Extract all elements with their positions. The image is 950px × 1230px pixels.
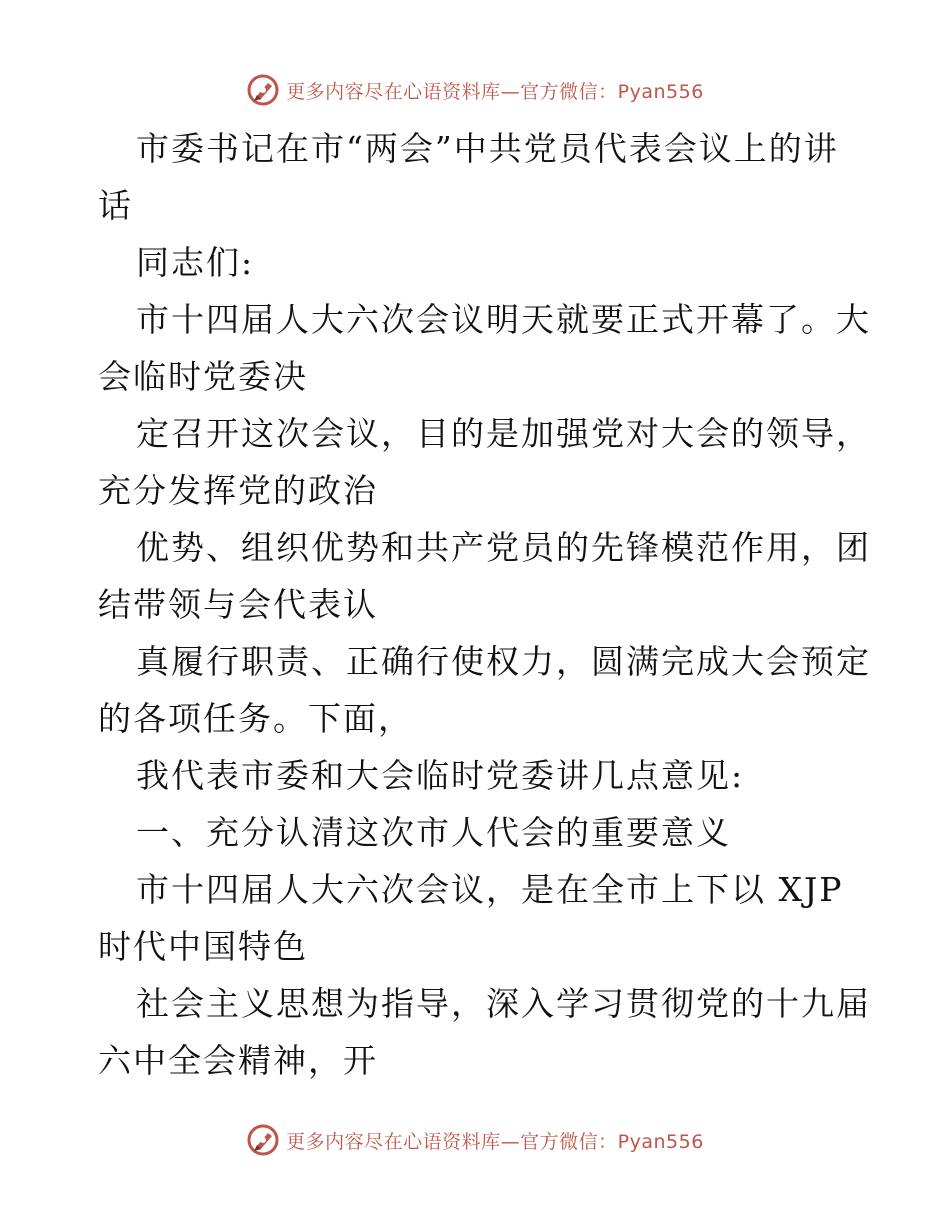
- doc-title-line-2: 话: [98, 186, 133, 225]
- header-banner: [0, 70, 950, 110]
- doc-line: 市十四届人大六次会议，是在全市上下以 XJP: [136, 870, 844, 909]
- header-banner-text: 更多内容尽在心语资料库—官方微信：Pyan556: [286, 80, 704, 103]
- footer-banner: [0, 1120, 950, 1160]
- document-body: [98, 120, 871, 1089]
- pen-logo-icon: [246, 73, 280, 107]
- doc-line: 优势、组织优势和共产党员的先锋模范作用，团: [136, 528, 871, 567]
- doc-section-heading: 一、充分认清这次市人代会的重要意义: [136, 813, 731, 852]
- pen-logo-icon: [246, 1123, 280, 1157]
- header-banner-inner: [246, 73, 704, 107]
- doc-line: 定召开这次会议，目的是加强党对大会的领导，: [136, 414, 871, 453]
- doc-line: 的各项任务。下面，: [98, 699, 413, 738]
- doc-salutation: 同志们:: [136, 243, 255, 282]
- doc-line: 真履行职责、正确行使权力，圆满完成大会预定: [136, 642, 871, 681]
- doc-line: 会临时党委决: [98, 357, 308, 396]
- doc-line: 充分发挥党的政治: [98, 471, 378, 510]
- doc-line: 时代中国特色: [98, 927, 308, 966]
- doc-line: 结带领与会代表认: [98, 585, 378, 624]
- doc-title-line-1: 市委书记在市“两会”中共党员代表会议上的讲: [136, 129, 839, 168]
- doc-line: 我代表市委和大会临时党委讲几点意见:: [136, 756, 745, 795]
- doc-line: 社会主义思想为指导，深入学习贯彻党的十九届: [136, 984, 871, 1023]
- doc-line: 市十四届人大六次会议明天就要正式开幕了。大: [136, 300, 871, 339]
- footer-banner-text: 更多内容尽在心语资料库—官方微信：Pyan556: [286, 1130, 704, 1153]
- doc-line: 六中全会精神，开: [98, 1041, 378, 1080]
- footer-banner-inner: [246, 1123, 704, 1157]
